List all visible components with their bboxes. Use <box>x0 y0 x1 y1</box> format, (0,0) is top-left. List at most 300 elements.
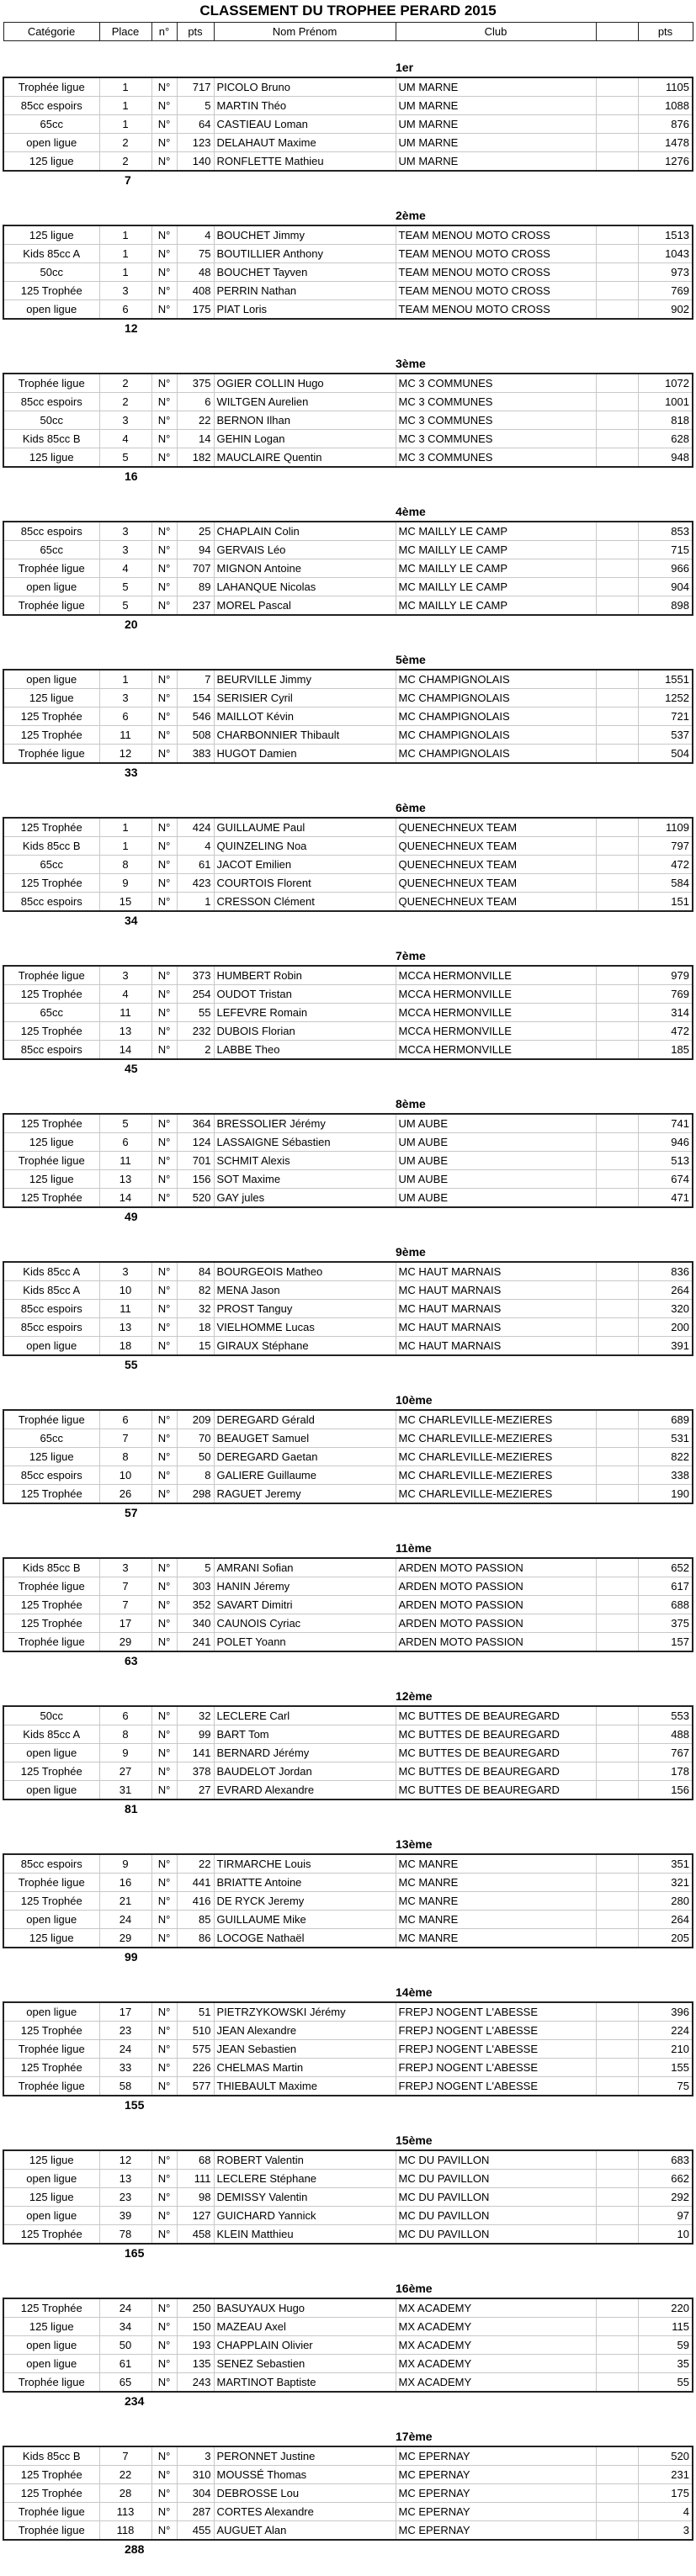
rider-category: Trophée ligue <box>3 1410 99 1429</box>
rider-points: 721 <box>638 708 693 726</box>
rider-points: 314 <box>638 1004 693 1022</box>
rider-number: 520 <box>177 1189 214 1208</box>
rank-blank-cell <box>151 2132 177 2150</box>
rider-spacer <box>596 985 638 1004</box>
gap-cell <box>596 1818 638 1836</box>
rank-blank-cell <box>214 1984 396 2002</box>
header-points: pts <box>177 23 214 41</box>
club-rank-row <box>3 1243 693 1262</box>
gap-cell <box>396 1226 596 1243</box>
club-rank-row <box>3 1540 693 1558</box>
rank-blank-cell <box>151 1540 177 1558</box>
gap-cell <box>3 1966 99 1984</box>
total-blank-cell <box>177 171 214 189</box>
rider-category: 85cc espoirs <box>3 1318 99 1337</box>
rank-blank-cell <box>3 207 99 225</box>
rider-number: 416 <box>177 1892 214 1911</box>
rider-number-prefix: N° <box>151 2503 177 2521</box>
rider-category: Kids 85cc B <box>3 837 99 856</box>
rider-place: 65 <box>99 2373 151 2393</box>
rider-category: 125 Trophée <box>3 1892 99 1911</box>
rider-number-prefix: N° <box>151 578 177 596</box>
rider-points: 200 <box>638 1318 693 1337</box>
rider-number: 5 <box>177 97 214 115</box>
rider-points: 4 <box>638 2503 693 2521</box>
rider-number-prefix: N° <box>151 282 177 300</box>
rider-name: LASSAIGNE Sébastien <box>214 1133 396 1152</box>
rider-category: 125 Trophée <box>3 1614 99 1633</box>
rider-number: 82 <box>177 1281 214 1300</box>
rider-points: 75 <box>638 2077 693 2096</box>
rider-number-prefix: N° <box>151 1189 177 1208</box>
total-blank-cell <box>638 1059 693 1078</box>
rider-row <box>3 1911 693 1929</box>
rider-number-prefix: N° <box>151 1004 177 1022</box>
rider-row <box>3 1781 693 1800</box>
gap-cell <box>151 782 177 799</box>
rider-category: 50cc <box>3 411 99 430</box>
rank-blank-cell <box>99 799 151 818</box>
rider-points: 351 <box>638 1854 693 1874</box>
rider-number: 68 <box>177 2150 214 2170</box>
gap-cell <box>638 189 693 207</box>
rider-category: Kids 85cc B <box>3 430 99 448</box>
rider-points: 1043 <box>638 245 693 263</box>
rank-blank-cell <box>99 1391 151 1410</box>
rider-category: 125 Trophée <box>3 2059 99 2077</box>
rider-place: 3 <box>99 966 151 985</box>
total-blank-cell <box>177 1355 214 1374</box>
rider-points: 553 <box>638 1706 693 1725</box>
rider-points: 471 <box>638 1189 693 1208</box>
rider-row <box>3 448 693 468</box>
rank-blank-cell <box>3 2132 99 2150</box>
gap-cell <box>638 1226 693 1243</box>
rider-row <box>3 1448 693 1466</box>
rider-spacer <box>596 578 638 596</box>
rider-number: 86 <box>177 1929 214 1948</box>
rider-points: 338 <box>638 1466 693 1485</box>
rank-blank-cell <box>638 2132 693 2150</box>
rider-category: 50cc <box>3 1706 99 1725</box>
rider-category: Trophée ligue <box>3 1152 99 1170</box>
rider-row <box>3 263 693 282</box>
rank-blank-cell <box>214 1836 396 1854</box>
rider-row <box>3 1577 693 1596</box>
gap-row <box>3 1966 693 1984</box>
rider-spacer <box>596 2207 638 2225</box>
gap-cell <box>151 2114 177 2132</box>
rider-place: 5 <box>99 1114 151 1133</box>
club-rank: 15ème <box>396 2132 596 2150</box>
rank-blank-cell <box>3 1243 99 1262</box>
rider-club: QUENECHNEUX TEAM <box>396 818 596 837</box>
rank-blank-cell <box>3 799 99 818</box>
rank-blank-cell <box>177 1836 214 1854</box>
rider-points: 472 <box>638 856 693 874</box>
gap-cell <box>396 485 596 503</box>
rider-place: 17 <box>99 2002 151 2022</box>
rider-club: MC DU PAVILLON <box>396 2170 596 2188</box>
rider-category: Trophée ligue <box>3 1577 99 1596</box>
rider-points: 741 <box>638 1114 693 1133</box>
rider-name: PIETRZYKOWSKI Jérémy <box>214 2002 396 2022</box>
rider-place: 61 <box>99 2355 151 2373</box>
rider-row <box>3 430 693 448</box>
rider-spacer <box>596 856 638 874</box>
rider-number: 3 <box>177 2446 214 2466</box>
rider-club: MC BUTTES DE BEAUREGARD <box>396 1744 596 1762</box>
rider-category: Trophée ligue <box>3 596 99 616</box>
gap-cell <box>177 930 214 947</box>
rank-blank-cell <box>177 1688 214 1706</box>
rider-category: open ligue <box>3 2336 99 2355</box>
rider-number-prefix: N° <box>151 448 177 468</box>
rider-spacer <box>596 1041 638 1060</box>
club-total-row <box>3 2392 693 2410</box>
rider-category: 125 ligue <box>3 2188 99 2207</box>
gap-cell <box>396 1078 596 1095</box>
gap-cell <box>151 2262 177 2280</box>
rider-category: Kids 85cc A <box>3 245 99 263</box>
gap-cell <box>214 1966 396 1984</box>
total-blank-cell <box>3 2244 99 2262</box>
rider-place: 7 <box>99 2446 151 2466</box>
rider-number-prefix: N° <box>151 893 177 912</box>
gap-cell <box>3 2114 99 2132</box>
rider-spacer <box>596 1781 638 1800</box>
rider-row <box>3 1762 693 1781</box>
rider-name: RAGUET Jeremy <box>214 1485 396 1504</box>
gap-cell <box>214 633 396 651</box>
rider-spacer <box>596 245 638 263</box>
spacer-cell <box>151 41 177 60</box>
rider-name: BAUDELOT Jordan <box>214 1762 396 1781</box>
rider-club: MC CHAMPIGNOLAIS <box>396 708 596 726</box>
rider-spacer <box>596 1281 638 1300</box>
rider-points: 210 <box>638 2040 693 2059</box>
gap-cell <box>3 930 99 947</box>
rider-spacer <box>596 1022 638 1041</box>
gap-cell <box>151 1078 177 1095</box>
rider-place: 9 <box>99 1854 151 1874</box>
rider-row <box>3 1152 693 1170</box>
rider-spacer <box>596 1633 638 1652</box>
rider-row <box>3 1874 693 1892</box>
rider-row <box>3 1410 693 1429</box>
rider-spacer <box>596 1485 638 1504</box>
rider-number-prefix: N° <box>151 430 177 448</box>
rank-blank-cell <box>638 799 693 818</box>
rider-spacer <box>596 2503 638 2521</box>
rider-category: 85cc espoirs <box>3 1041 99 1060</box>
rider-club: MCCA HERMONVILLE <box>396 985 596 1004</box>
rider-category: Kids 85cc A <box>3 1262 99 1281</box>
rider-place: 29 <box>99 1929 151 1948</box>
rider-name: SAVART Dimitri <box>214 1596 396 1614</box>
gap-cell <box>214 485 396 503</box>
rider-name: BART Tom <box>214 1725 396 1744</box>
club-total-row <box>3 2096 693 2114</box>
rider-points: 513 <box>638 1152 693 1170</box>
rider-name: LEFEVRE Romain <box>214 1004 396 1022</box>
rider-points: 115 <box>638 2318 693 2336</box>
rider-spacer <box>596 818 638 837</box>
total-blank-cell <box>638 1355 693 1374</box>
gap-row <box>3 633 693 651</box>
rank-blank-cell <box>151 1836 177 1854</box>
gap-cell <box>596 1374 638 1391</box>
rider-place: 6 <box>99 1133 151 1152</box>
rider-place: 2 <box>99 393 151 411</box>
gap-cell <box>396 1966 596 1984</box>
gap-row <box>3 930 693 947</box>
rider-row <box>3 2466 693 2484</box>
rider-row <box>3 1558 693 1577</box>
gap-cell <box>396 1522 596 1540</box>
rider-category: open ligue <box>3 1337 99 1356</box>
rank-blank-cell <box>638 207 693 225</box>
gap-cell <box>596 485 638 503</box>
rider-club: MC 3 COMMUNES <box>396 374 596 393</box>
rider-number-prefix: N° <box>151 856 177 874</box>
gap-cell <box>177 1966 214 1984</box>
club-rank: 3ème <box>396 355 596 374</box>
rider-points: 902 <box>638 300 693 320</box>
rank-blank-cell <box>638 1095 693 1114</box>
rider-place: 26 <box>99 1485 151 1504</box>
rider-points: 662 <box>638 2170 693 2188</box>
rider-number-prefix: N° <box>151 2446 177 2466</box>
rider-points: 628 <box>638 430 693 448</box>
rider-number: 546 <box>177 708 214 726</box>
rider-club: MC EPERNAY <box>396 2484 596 2503</box>
rider-number-prefix: N° <box>151 2150 177 2170</box>
rider-number-prefix: N° <box>151 2207 177 2225</box>
rider-club: MC MANRE <box>396 1911 596 1929</box>
rider-name: MAILLOT Kévin <box>214 708 396 726</box>
rider-number: 25 <box>177 522 214 541</box>
rank-blank-cell <box>151 1984 177 2002</box>
gap-cell <box>596 1078 638 1095</box>
rider-points: 35 <box>638 2355 693 2373</box>
rider-name: MIGNON Antoine <box>214 559 396 578</box>
rider-place: 18 <box>99 1337 151 1356</box>
rank-blank-cell <box>99 2428 151 2446</box>
gap-cell <box>596 1670 638 1688</box>
rider-points: 264 <box>638 1281 693 1300</box>
rider-points: 504 <box>638 745 693 764</box>
rider-row <box>3 670 693 689</box>
total-blank-cell <box>396 1059 596 1078</box>
rider-name: PICOLO Bruno <box>214 77 396 97</box>
rider-points: 375 <box>638 1614 693 1633</box>
rider-club: MC 3 COMMUNES <box>396 430 596 448</box>
rider-number: 75 <box>177 245 214 263</box>
total-blank-cell <box>3 2540 99 2558</box>
rider-spacer <box>596 1114 638 1133</box>
total-blank-cell <box>177 2540 214 2558</box>
rider-name: CHAPLAIN Colin <box>214 522 396 541</box>
rider-number: 94 <box>177 541 214 559</box>
rider-points: 652 <box>638 1558 693 1577</box>
rider-number: 352 <box>177 1596 214 1614</box>
rider-spacer <box>596 522 638 541</box>
rider-category: 125 Trophée <box>3 1189 99 1208</box>
rider-category: 125 ligue <box>3 689 99 708</box>
rider-spacer <box>596 393 638 411</box>
club-total-row <box>3 1503 693 1522</box>
rider-number-prefix: N° <box>151 300 177 320</box>
total-blank-cell <box>177 1207 214 1226</box>
rider-number-prefix: N° <box>151 2040 177 2059</box>
rank-blank-cell <box>151 207 177 225</box>
rider-club: FREPJ NOGENT L'ABESSE <box>396 2002 596 2022</box>
gap-row <box>3 337 693 355</box>
rider-spacer <box>596 374 638 393</box>
gap-cell <box>596 337 638 355</box>
gap-cell <box>214 1226 396 1243</box>
total-blank-cell <box>214 2540 396 2558</box>
rider-points: 767 <box>638 1744 693 1762</box>
rider-number: 2 <box>177 1041 214 1060</box>
gap-cell <box>396 189 596 207</box>
rider-number-prefix: N° <box>151 726 177 745</box>
rank-blank-cell <box>3 503 99 522</box>
club-total: 16 <box>125 469 138 483</box>
rank-blank-cell <box>177 59 214 77</box>
rider-club: UM AUBE <box>396 1114 596 1133</box>
total-blank-cell <box>638 1799 693 1818</box>
rider-row <box>3 2002 693 2022</box>
rider-number: 4 <box>177 225 214 245</box>
rank-blank-cell <box>151 2280 177 2298</box>
gap-cell <box>596 2410 638 2428</box>
rider-place: 7 <box>99 1577 151 1596</box>
rider-points: 584 <box>638 874 693 893</box>
club-total-row <box>3 319 693 337</box>
rider-number-prefix: N° <box>151 2077 177 2096</box>
rank-blank-cell <box>3 2428 99 2446</box>
rider-row <box>3 2022 693 2040</box>
rider-spacer <box>596 430 638 448</box>
rider-number-prefix: N° <box>151 559 177 578</box>
rider-number-prefix: N° <box>151 134 177 152</box>
rider-number-prefix: N° <box>151 818 177 837</box>
rider-place: 11 <box>99 1300 151 1318</box>
rider-number: 22 <box>177 1854 214 1874</box>
rank-blank-cell <box>638 1243 693 1262</box>
gap-cell <box>151 2410 177 2428</box>
rank-blank-cell <box>596 1095 638 1114</box>
gap-cell <box>638 485 693 503</box>
rider-number: 98 <box>177 2188 214 2207</box>
rider-row <box>3 818 693 837</box>
rider-club: MC CHAMPIGNOLAIS <box>396 745 596 764</box>
rider-name: QUINZELING Noa <box>214 837 396 856</box>
rank-blank-cell <box>638 59 693 77</box>
rider-name: CHAPPLAIN Olivier <box>214 2336 396 2355</box>
rider-club: MC EPERNAY <box>396 2521 596 2541</box>
rider-row <box>3 966 693 985</box>
rider-points: 715 <box>638 541 693 559</box>
rank-blank-cell <box>638 1836 693 1854</box>
rider-spacer <box>596 2022 638 2040</box>
rider-club: UM MARNE <box>396 134 596 152</box>
rider-number: 226 <box>177 2059 214 2077</box>
rider-name: LAHANQUE Nicolas <box>214 578 396 596</box>
rider-spacer <box>596 2521 638 2541</box>
gap-cell <box>396 930 596 947</box>
rider-place: 16 <box>99 1874 151 1892</box>
rider-row <box>3 2207 693 2225</box>
rider-place: 1 <box>99 115 151 134</box>
rider-number-prefix: N° <box>151 1448 177 1466</box>
rider-points: 231 <box>638 2466 693 2484</box>
rider-name: HUGOT Damien <box>214 745 396 764</box>
rider-number-prefix: N° <box>151 596 177 616</box>
gap-cell <box>638 782 693 799</box>
rider-place: 10 <box>99 1466 151 1485</box>
rider-category: 125 Trophée <box>3 1762 99 1781</box>
rider-number: 250 <box>177 2298 214 2318</box>
total-blank-cell <box>396 171 596 189</box>
rider-number-prefix: N° <box>151 1854 177 1874</box>
rank-blank-cell <box>596 1540 638 1558</box>
gap-cell <box>214 2262 396 2280</box>
rider-number: 340 <box>177 1614 214 1633</box>
total-blank-cell <box>3 319 99 337</box>
rider-category: 125 Trophée <box>3 2225 99 2245</box>
rider-category: 85cc espoirs <box>3 97 99 115</box>
rank-blank-cell <box>638 503 693 522</box>
rider-place: 3 <box>99 1262 151 1281</box>
rider-points: 1551 <box>638 670 693 689</box>
rank-blank-cell <box>3 2280 99 2298</box>
spacer-row <box>3 41 693 60</box>
rider-number: 701 <box>177 1152 214 1170</box>
rider-number: 175 <box>177 300 214 320</box>
rider-number-prefix: N° <box>151 1706 177 1725</box>
club-total: 165 <box>125 2246 145 2260</box>
rider-number: 6 <box>177 393 214 411</box>
rank-blank-cell <box>214 1540 396 1558</box>
rider-number: 707 <box>177 559 214 578</box>
rider-category: 85cc espoirs <box>3 522 99 541</box>
rider-row <box>3 1466 693 1485</box>
club-rank: 1er <box>396 59 596 77</box>
gap-cell <box>596 930 638 947</box>
rider-place: 6 <box>99 300 151 320</box>
rider-spacer <box>596 263 638 282</box>
gap-cell <box>177 782 214 799</box>
rider-category: Kids 85cc A <box>3 1725 99 1744</box>
total-blank-cell <box>396 1207 596 1226</box>
rider-number-prefix: N° <box>151 2318 177 2336</box>
rider-row <box>3 837 693 856</box>
rider-row <box>3 541 693 559</box>
rider-category: open ligue <box>3 2002 99 2022</box>
rider-number-prefix: N° <box>151 263 177 282</box>
total-blank-cell <box>596 2392 638 2410</box>
rider-number-prefix: N° <box>151 1614 177 1633</box>
total-blank-cell <box>596 171 638 189</box>
gap-row <box>3 1374 693 1391</box>
spacer-cell <box>638 41 693 60</box>
rider-row <box>3 97 693 115</box>
club-rank: 13ème <box>396 1836 596 1854</box>
rider-row <box>3 1041 693 1060</box>
